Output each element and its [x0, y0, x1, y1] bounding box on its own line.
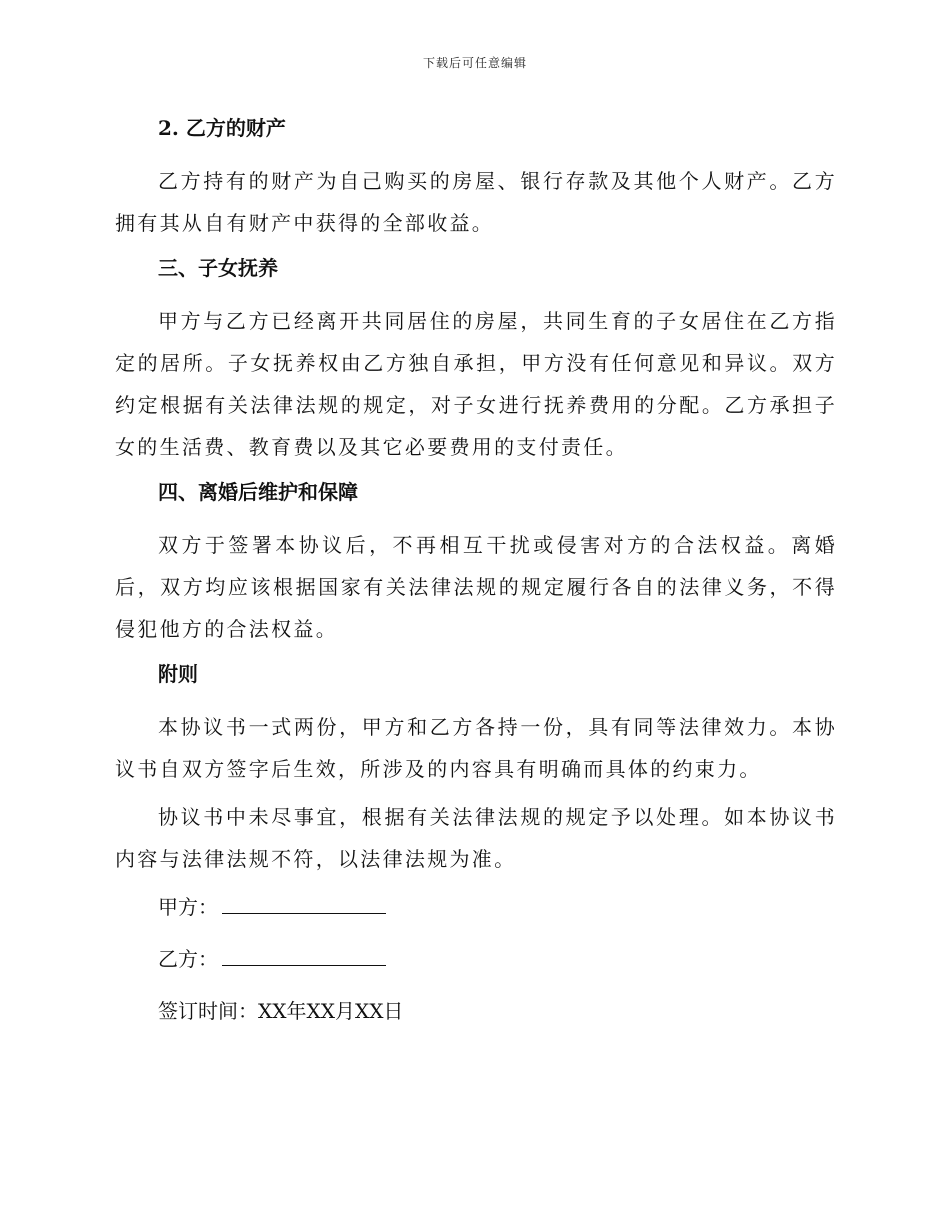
section-heading: 四、离婚后维护和保障: [158, 480, 358, 504]
party-b-signature-blank: [222, 943, 386, 966]
paragraph: 本协议书一式两份，甲方和乙方各持一份，具有同等法律效力。本协议书自双方签字后生效，所涉及的内容具有明确而具体的约束力。: [115, 715, 837, 781]
section-party-b-property: [115, 110, 837, 244]
section-heading: 三、子女抚养: [158, 256, 278, 280]
section-heading: 附则: [158, 662, 198, 686]
paragraph: 双方于签署本协议后，不再相互干扰或侵害对方的合法权益。离婚后，双方均应该根据国家有关法律法规的规定履行各自的法律义务，不得侵犯他方的合法权益。: [115, 533, 837, 641]
party-a-signature-blank: [222, 891, 386, 914]
section-heading: 2. 乙方的财产: [158, 116, 286, 140]
party-a-label: 甲方：: [158, 895, 218, 919]
signature-block: [115, 886, 837, 1032]
party-a-signature-line: [115, 886, 837, 928]
party-b-label: 乙方：: [158, 947, 218, 971]
document-body: [115, 110, 837, 1042]
section-child-custody: [115, 250, 837, 468]
section-supplementary-provisions: [115, 656, 837, 880]
section-post-divorce-protection: [115, 474, 837, 650]
signing-date: 签订时间：XX年XX月XX日: [158, 999, 404, 1023]
paragraph: 协议书中未尽事宜，根据有关法律法规的规定予以处理。如本协议书内容与法律法规不符，以法律法规为准。: [115, 805, 837, 871]
paragraph: 乙方持有的财产为自己购买的房屋、银行存款及其他个人财产。乙方拥有其从自有财产中获得的全部收益。: [115, 169, 837, 235]
paragraph: 甲方与乙方已经离开共同居住的房屋，共同生育的子女居住在乙方指定的居所。子女抚养权由乙方独自承担，甲方没有任何意见和异议。双方约定根据有关法律法规的规定，对子女进行抚养费用的分配。乙方承担子女的生活费、教育费以及其它必要费用的支付责任。: [115, 309, 837, 459]
page-header: 下载后可任意编辑: [422, 56, 527, 70]
party-b-signature-line: [115, 938, 837, 980]
